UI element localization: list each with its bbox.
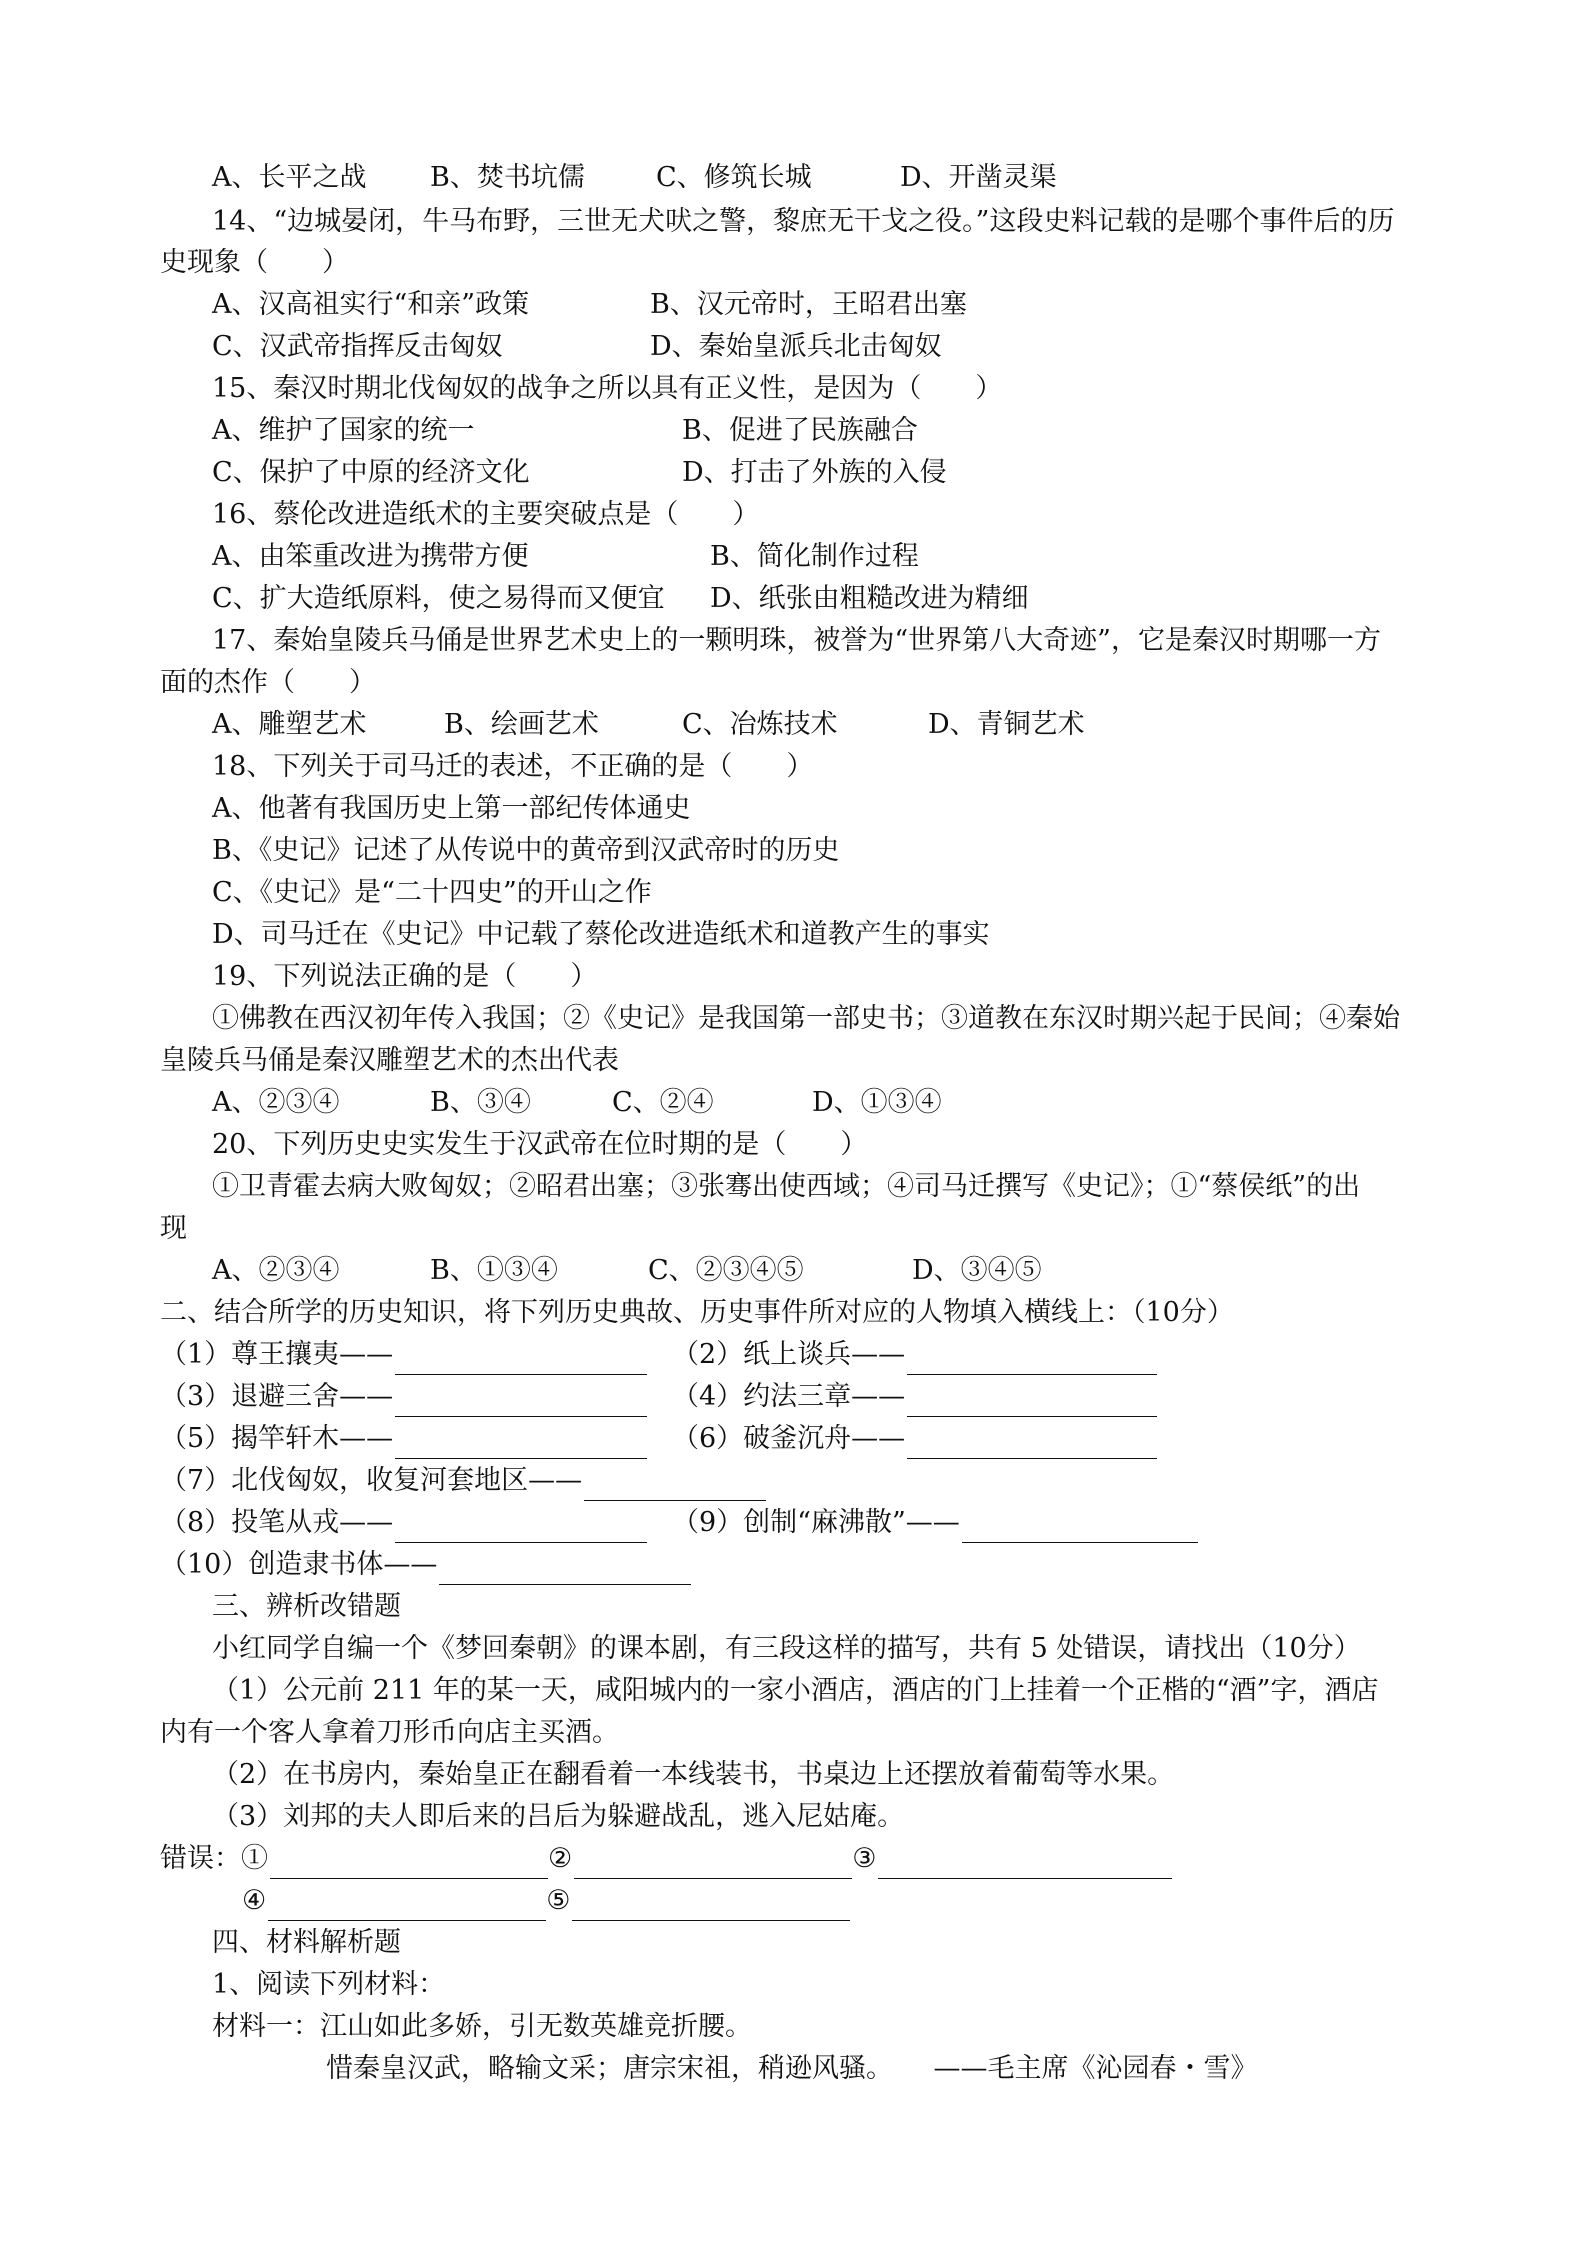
- option-d: D、打击了外族的入侵: [682, 457, 947, 488]
- option-b: B、汉元帝时，王昭君出塞: [650, 289, 967, 320]
- passage-1-line1: （1）公元前 211 年的某一天，咸阳城内的一家小酒店，酒店的门上挂着一个正楷的“酒”字，酒店: [212, 1675, 1379, 1706]
- fill-item-4: [672, 1377, 1157, 1417]
- q20-statements-line2: 现: [160, 1213, 187, 1244]
- fill-item-8: [160, 1503, 647, 1543]
- section2-heading: 二、结合所学的历史知识，将下列历史典故、历史事件所对应的人物填入横线上：（10分）: [160, 1297, 1234, 1328]
- option-a: A、②③④: [212, 1087, 340, 1118]
- error-mark-3: ③: [852, 1843, 877, 1874]
- error-blank-3[interactable]: [878, 1848, 1172, 1879]
- option-a: A、汉高祖实行“和亲”政策: [212, 289, 530, 320]
- fill-item-3: [160, 1377, 647, 1417]
- q14-options-row2: [212, 327, 1112, 367]
- option-a: A、雕塑艺术: [212, 709, 367, 740]
- answer-blank[interactable]: [395, 1386, 647, 1417]
- fill-item-9: [672, 1503, 1198, 1543]
- section4-heading: 四、材料解析题: [212, 1927, 401, 1958]
- error-blank-5[interactable]: [572, 1890, 850, 1921]
- fill-item-2: [672, 1335, 1157, 1375]
- option-b: B、焚书坑儒: [430, 162, 585, 193]
- fill-item-label: （3）退避三舍——: [160, 1381, 394, 1412]
- q18-option-d: D、司马迁在《史记》中记载了蔡伦改进造纸术和道教产生的事实: [212, 919, 990, 950]
- option-b: B、①③④: [430, 1255, 558, 1286]
- passage-3: （3）刘邦的夫人即后来的吕后为躲避战乱，逃入尼姑庵。: [212, 1801, 905, 1832]
- error-blank-4[interactable]: [268, 1890, 546, 1921]
- option-c: C、②④: [612, 1087, 714, 1118]
- q19-options: [212, 1083, 1112, 1123]
- option-a: A、由笨重改进为携带方便: [212, 541, 529, 572]
- q16-options-row2: [212, 579, 1112, 619]
- error-mark-2: ②: [548, 1843, 573, 1874]
- option-b: B、简化制作过程: [710, 541, 919, 572]
- q18-option-b: B、《史记》记述了从传说中的黄帝到汉武帝时的历史: [212, 835, 840, 866]
- fill-item-7: [160, 1461, 766, 1501]
- fill-item-label: （5）揭竿轩木——: [160, 1423, 394, 1454]
- fill-item-label: （6）破釜沉舟——: [672, 1423, 906, 1454]
- fill-item-10: [160, 1545, 691, 1585]
- option-c: C、汉武帝指挥反击匈奴: [212, 331, 503, 362]
- fill-item-label: （4）约法三章——: [672, 1381, 906, 1412]
- error-blank-1[interactable]: [270, 1848, 548, 1879]
- fill-item-label: （2）纸上谈兵——: [672, 1339, 906, 1370]
- q15-options-row1: [212, 411, 1112, 451]
- answer-blank[interactable]: [395, 1428, 647, 1459]
- q17-stem-line1: 17、秦始皇陵兵马俑是世界艺术史上的一颗明珠，被誉为“世界第八大奇迹”，它是秦汉时期哪一方: [212, 625, 1381, 656]
- q19-statements-line1: ①佛教在西汉初年传入我国；②《史记》是我国第一部史书；③道教在东汉时期兴起于民间；④秦始: [212, 1003, 1400, 1034]
- option-d: D、开凿灵渠: [900, 162, 1057, 193]
- fill-item-label: （1）尊王攘夷——: [160, 1339, 394, 1370]
- q20-stem: 20、下列历史史实发生于汉武帝在位时期的是（ ）: [212, 1129, 868, 1160]
- q13-options: [212, 158, 1112, 198]
- option-c: C、修筑长城: [656, 162, 812, 193]
- option-d: D、青铜艺术: [928, 709, 1085, 740]
- q20-statements-line1: ①卫青霍去病大败匈奴；②昭君出塞；③张骞出使西域；④司马迁撰写《史记》；①“蔡侯纸”的出: [212, 1171, 1361, 1202]
- section4-question-1: 1、阅读下列材料：: [212, 1969, 446, 2000]
- fill-item-label: （10）创造隶书体——: [160, 1549, 438, 1580]
- answer-blank[interactable]: [907, 1344, 1157, 1375]
- q19-stem: 19、下列说法正确的是（ ）: [212, 961, 598, 992]
- answer-blank[interactable]: [584, 1470, 766, 1501]
- q14-stem-line2: 史现象（ ）: [160, 247, 349, 278]
- option-d: D、①③④: [812, 1087, 942, 1118]
- fill-item-label: （8）投笔从戎——: [160, 1507, 394, 1538]
- error-mark-4: ④: [242, 1885, 267, 1916]
- answer-blank[interactable]: [907, 1428, 1157, 1459]
- fill-item-5: [160, 1419, 647, 1459]
- q14-stem-line1: 14、“边城晏闭，牛马布野，三世无犬吠之警，黎庶无干戈之役。”这段史料记载的是哪个事件后的历: [212, 206, 1395, 237]
- fill-item-1: [160, 1335, 647, 1375]
- q15-options-row2: [212, 453, 1112, 493]
- q18-option-a: A、他著有我国历史上第一部纪传体通史: [212, 793, 691, 824]
- option-c: C、②③④⑤: [648, 1255, 804, 1286]
- passage-1-line2: 内有一个客人拿着刀形币向店主买酒。: [160, 1717, 619, 1748]
- material-1-line2: 惜秦皇汉武，略输文采；唐宗宋祖，稍逊风骚。 ——毛主席《沁园春・雪》: [326, 2053, 1258, 2084]
- fill-item-label: （9）创制“麻沸散”——: [672, 1507, 960, 1538]
- q17-options: [212, 705, 1112, 745]
- option-b: B、③④: [430, 1087, 531, 1118]
- q18-stem: 18、下列关于司马迁的表述，不正确的是（ ）: [212, 751, 814, 782]
- q20-options: [212, 1251, 1112, 1291]
- option-a: A、长平之战: [212, 162, 367, 193]
- answer-blank[interactable]: [395, 1512, 647, 1543]
- option-d: D、秦始皇派兵北击匈奴: [650, 331, 942, 362]
- q15-stem: 15、秦汉时期北伐匈奴的战争之所以具有正义性，是因为（ ）: [212, 373, 1003, 404]
- fill-item-label: （7）北伐匈奴，收复河套地区——: [160, 1465, 583, 1496]
- q19-statements-line2: 皇陵兵马俑是秦汉雕塑艺术的杰出代表: [160, 1045, 619, 1076]
- option-b: B、促进了民族融合: [682, 415, 918, 446]
- option-a: A、②③④: [212, 1255, 340, 1286]
- errors-label: 错误：: [160, 1843, 241, 1874]
- option-d: D、③④⑤: [912, 1255, 1042, 1286]
- answer-blank[interactable]: [439, 1554, 691, 1585]
- option-c: C、保护了中原的经济文化: [212, 457, 530, 488]
- error-blank-2[interactable]: [574, 1848, 852, 1879]
- option-c: C、扩大造纸原料，使之易得而又便宜: [212, 583, 665, 614]
- fill-item-6: [672, 1419, 1157, 1459]
- option-d: D、纸张由粗糙改进为精细: [710, 583, 1029, 614]
- errors-row-2: [242, 1881, 850, 1921]
- q14-options-row1: [212, 285, 1112, 325]
- errors-row-1: [160, 1839, 1172, 1879]
- option-c: C、冶炼技术: [682, 709, 838, 740]
- answer-blank[interactable]: [395, 1344, 647, 1375]
- answer-blank[interactable]: [962, 1512, 1198, 1543]
- q16-options-row1: [212, 537, 1112, 577]
- section3-heading: 三、辨析改错题: [212, 1591, 401, 1622]
- option-b: B、绘画艺术: [444, 709, 599, 740]
- q16-stem: 16、蔡伦改进造纸术的主要突破点是（ ）: [212, 499, 760, 530]
- q18-option-c: C、《史记》是“二十四史”的开山之作: [212, 877, 652, 908]
- answer-blank[interactable]: [907, 1386, 1157, 1417]
- q17-stem-line2: 面的杰作（ ）: [160, 667, 376, 698]
- section3-intro: 小红同学自编一个《梦回秦朝》的课本剧，有三段这样的描写，共有 5 处错误，请找出（10分）: [212, 1633, 1361, 1664]
- option-a: A、维护了国家的统一: [212, 415, 475, 446]
- material-1-line1: 材料一：江山如此多娇，引无数英雄竞折腰。: [212, 2011, 752, 2042]
- passage-2: （2）在书房内，秦始皇正在翻看着一本线装书，书桌边上还摆放着葡萄等水果。: [212, 1759, 1175, 1790]
- error-mark-1: ①: [241, 1843, 268, 1874]
- error-mark-5: ⑤: [546, 1885, 571, 1916]
